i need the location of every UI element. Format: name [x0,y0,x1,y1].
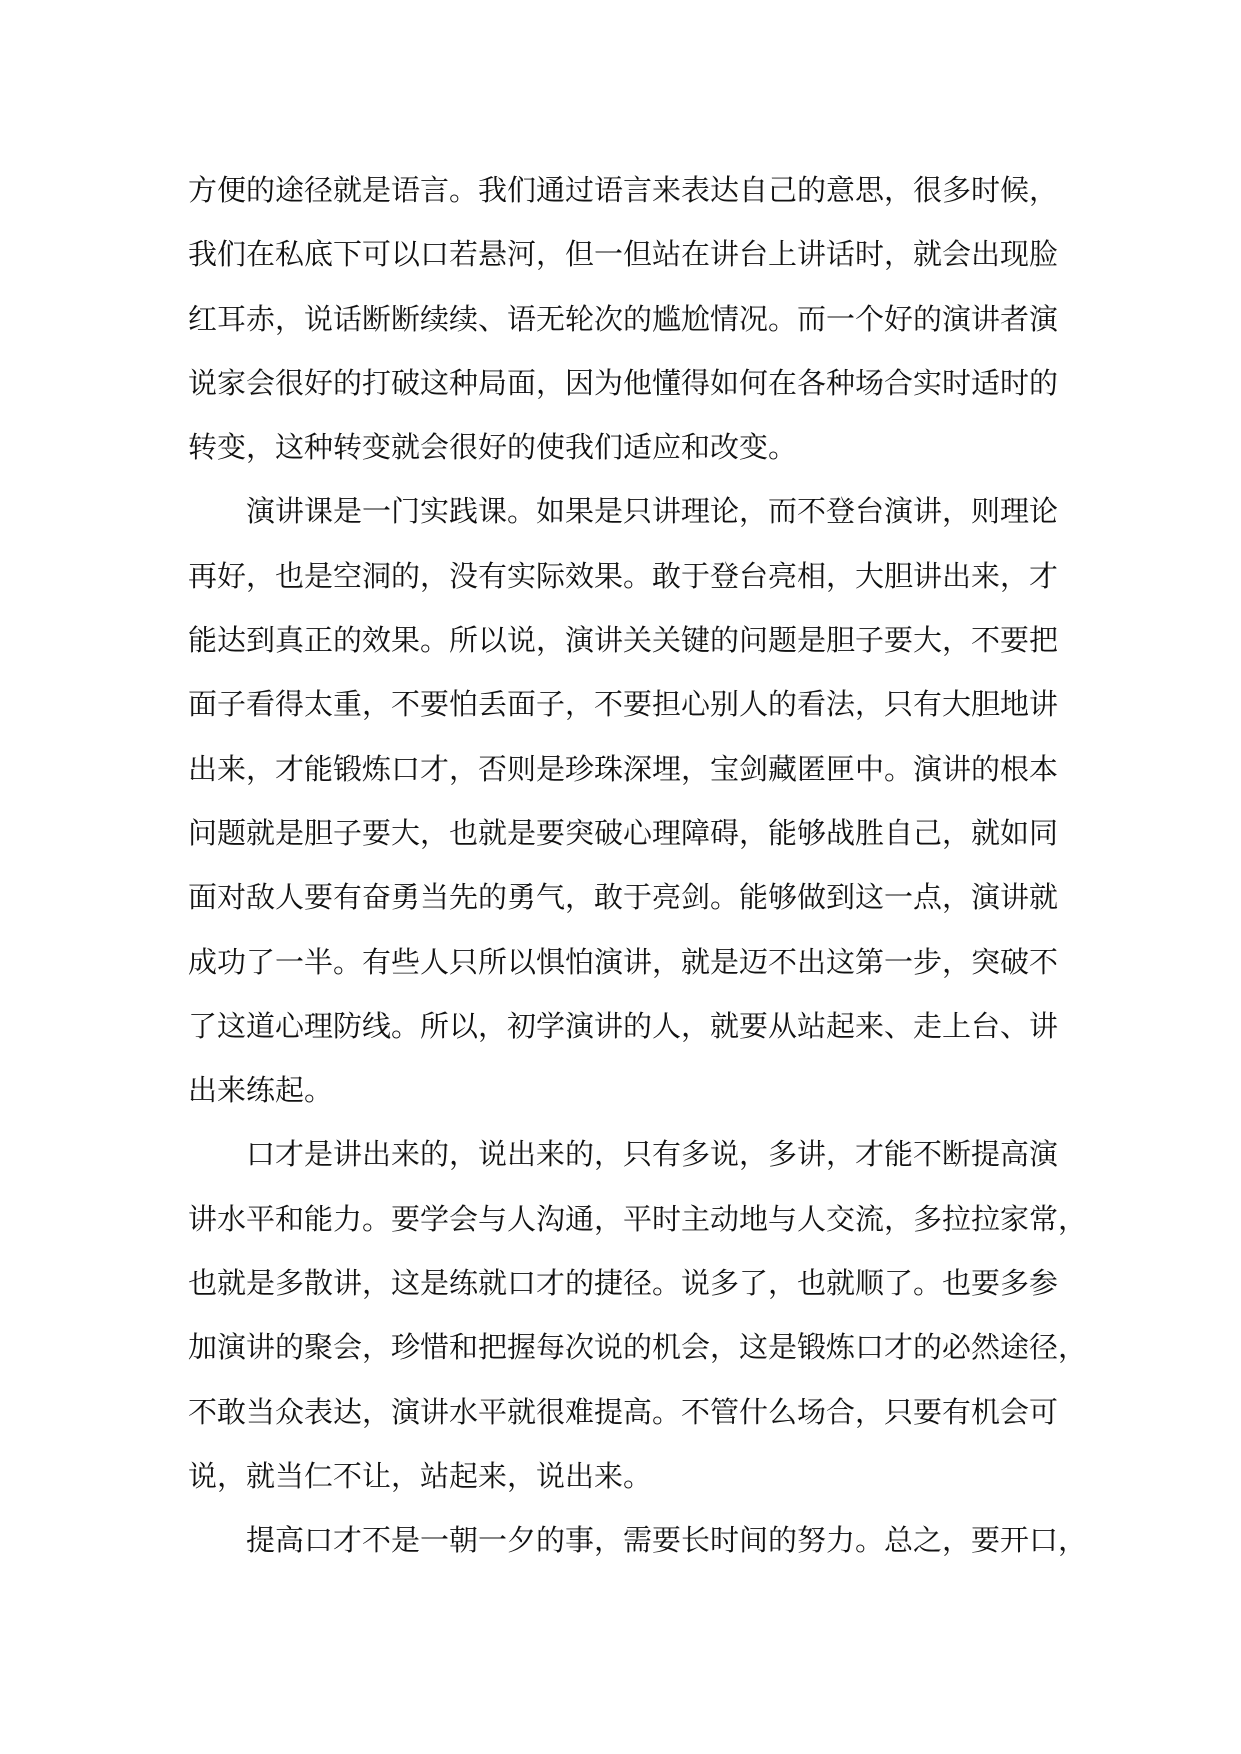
text-line: 提高口才不是一朝一夕的事，需要长时间的努力。总之，要开口， [246,1523,1088,1558]
text-line: 能达到真正的效果。所以说，演讲关关键的问题是胆子要大，不要把 [188,623,1059,658]
text-line: 说，就当仁不让，站起来，说出来。 [188,1458,653,1493]
paragraph-2 [188,479,1058,1122]
text-line: 面对敌人要有奋勇当先的勇气，敢于亮剑。能够做到这一点，演讲就 [188,880,1059,915]
text-line: 出来，才能锻炼口才，否则是珍珠深埋，宝剑藏匿匣中。演讲的根本 [188,751,1059,786]
text-line: 说家会很好的打破这种局面，因为他懂得如何在各种场合实时适时的 [188,365,1059,400]
text-line: 不敢当众表达，演讲水平就很难提高。不管什么场合，只要有机会可 [188,1394,1059,1429]
paragraph-3 [188,1122,1088,1508]
paragraph-4 [188,1508,1088,1572]
text-line: 了这道心理防线。所以，初学演讲的人，就要从站起来、走上台、讲 [188,1008,1059,1043]
document-body [188,158,1088,1573]
text-line: 面子看得太重，不要怕丢面子，不要担心别人的看法，只有大胆地讲 [188,687,1059,722]
text-line: 再好，也是空洞的，没有实际效果。敢于登台亮相，大胆讲出来，才 [188,558,1059,593]
text-line: 转变，这种转变就会很好的使我们适应和改变。 [188,430,798,465]
text-line: 出来练起。 [188,1073,334,1108]
text-line: 加演讲的聚会，珍惜和把握每次说的机会，这是锻炼口才的必然途径， [188,1330,1088,1365]
text-line: 也就是多散讲，这是练就口才的捷径。说多了，也就顺了。也要多参 [188,1266,1059,1301]
text-line: 口才是讲出来的，说出来的，只有多说，多讲，才能不断提高演 [246,1137,1059,1172]
text-line: 讲水平和能力。要学会与人沟通，平时主动地与人交流，多拉拉家常， [188,1201,1088,1236]
text-line: 问题就是胆子要大，也就是要突破心理障碍，能够战胜自己，就如同 [188,815,1059,850]
text-line: 演讲课是一门实践课。如果是只讲理论，而不登台演讲，则理论 [246,494,1059,529]
text-line: 红耳赤，说话断断续续、语无轮次的尴尬情况。而一个好的演讲者演 [188,301,1059,336]
text-line: 我们在私底下可以口若悬河，但一但站在讲台上讲话时，就会出现脸 [188,237,1059,272]
text-line: 方便的途径就是语言。我们通过语言来表达自己的意思，很多时候， [188,173,1059,207]
text-line: 成功了一半。有些人只所以惧怕演讲，就是迈不出这第一步，突破不 [188,944,1059,979]
paragraph-1 [188,158,1058,479]
